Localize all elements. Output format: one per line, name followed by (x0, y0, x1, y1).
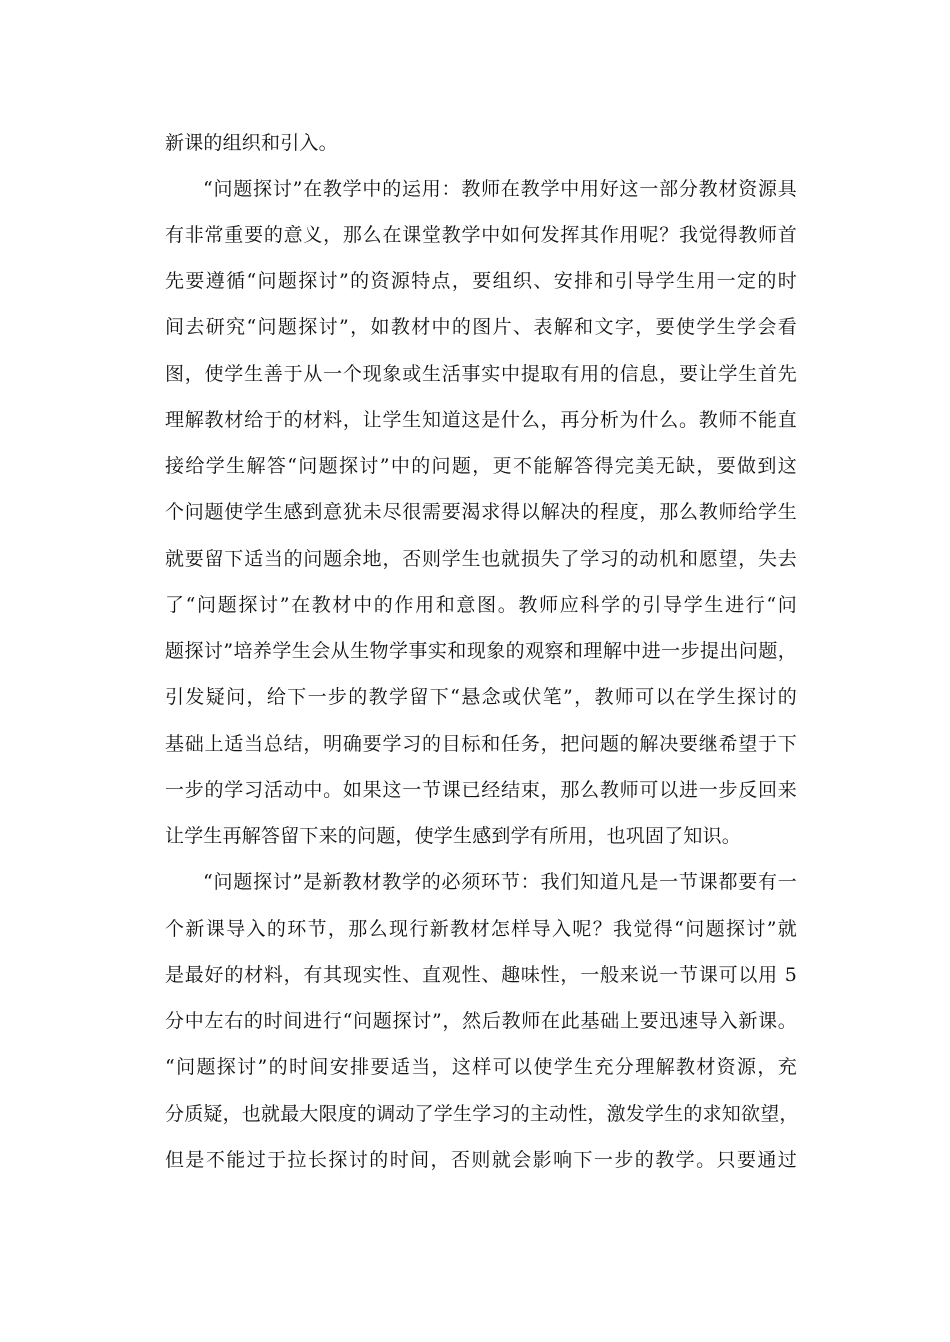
text-line: “问题探讨”的时间安排要适当，这样可以使学生充分理解教材资源，充 (165, 1056, 797, 1078)
text-line: 先要遵循“问题探讨”的资源特点，要组织、安排和引导学生用一定的时 (165, 270, 797, 292)
text-line: 间去研究“问题探讨”，如教材中的图片、表解和文字，要使学生学会看 (165, 316, 797, 338)
text-line: 了“问题探讨”在教材中的作用和意图。教师应科学的引导学生进行“问 (165, 594, 797, 616)
text-line: 新课的组织和引入。 (165, 132, 338, 154)
text-line: “问题探讨”在教学中的运用：教师在教学中用好这一部分教材资源具 (203, 178, 797, 200)
text-line: 接给学生解答“问题探讨”中的问题，更不能解答得完美无缺，要做到这 (165, 455, 797, 477)
text-line: 理解教材给于的材料，让学生知道这是什么，再分析为什么。教师不能直 (165, 409, 797, 431)
text-line: 题探讨”培养学生会从生物学事实和现象的观察和理解中进一步提出问题， (165, 640, 797, 662)
text-line: 分中左右的时间进行“问题探讨”，然后教师在此基础上要迅速导入新课。 (165, 1010, 797, 1032)
text-line: 一步的学习活动中。如果这一节课已经结束，那么教师可以进一步反回来 (165, 779, 797, 801)
text-line: 有非常重要的意义，那么在课堂教学中如何发挥其作用呢？我觉得教师首 (165, 224, 797, 246)
text-line: “问题探讨”是新教材教学的必须环节：我们知道凡是一节课都要有一 (203, 871, 797, 893)
text-line: 个新课导入的环节，那么现行新教材怎样导入呢？我觉得“问题探讨”就 (165, 918, 797, 940)
text-line: 就要留下适当的问题余地，否则学生也就损失了学习的动机和愿望，失去 (165, 548, 797, 570)
text-line: 是最好的材料，有其现实性、直观性、趣味性，一般来说一节课可以用 5 (165, 964, 797, 986)
text-line: 但是不能过于拉长探讨的时间，否则就会影响下一步的教学。只要通过 (165, 1149, 797, 1171)
text-line: 图，使学生善于从一个现象或生活事实中提取有用的信息，要让学生首先 (165, 363, 797, 385)
text-line: 分质疑，也就最大限度的调动了学生学习的主动性，激发学生的求知欲望， (165, 1103, 799, 1125)
text-line: 基础上适当总结，明确要学习的目标和任务，把问题的解决要继希望于下 (165, 733, 797, 755)
text-line: 让学生再解答留下来的问题，使学生感到学有所用，也巩固了知识。 (165, 825, 742, 847)
text-line: 引发疑问，给下一步的教学留下“悬念或伏笔”，教师可以在学生探讨的 (165, 686, 797, 708)
text-line: 个问题使学生感到意犹未尽很需要渴求得以解决的程度，那么教师给学生 (165, 501, 797, 523)
